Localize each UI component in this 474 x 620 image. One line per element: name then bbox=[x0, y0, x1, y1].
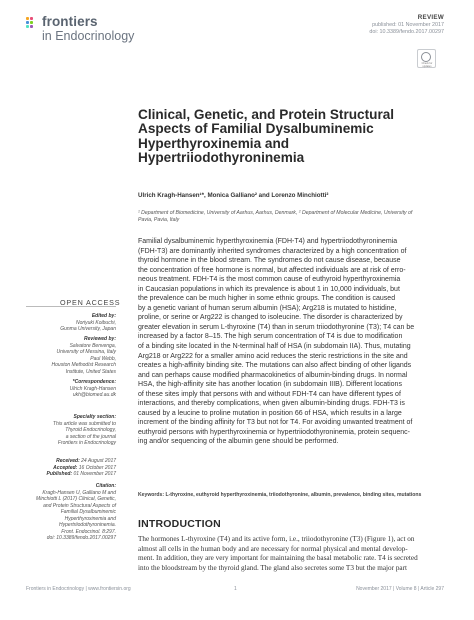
edited-by bbox=[26, 313, 116, 333]
reviewer-line: University of Messina, Italy bbox=[56, 349, 116, 355]
reviewer-line: Paul Webb, bbox=[90, 355, 116, 362]
abstract-line: Familial dysalbuminemic hyperthyroxinemia (FDH-T4) and hypertriiodothyroninemia bbox=[138, 238, 398, 245]
body-text bbox=[138, 535, 443, 573]
journal-name: in Endocrinology bbox=[42, 29, 135, 43]
affiliation-line: Pavia, Pavia, Italy bbox=[138, 217, 180, 223]
doi[interactable]: doi: 10.3389/fendo.2017.00297 bbox=[369, 29, 444, 35]
abstract-line: thyroid hormone in the blood stream. The syndromes do not cause disease, because bbox=[138, 257, 401, 265]
reviewer-line: Institute, United States bbox=[65, 368, 116, 375]
dates bbox=[26, 458, 116, 478]
reviewed-by-label: Reviewed by: bbox=[84, 336, 116, 342]
open-access-label: OPEN ACCESS bbox=[60, 298, 121, 307]
abstract-line: HSA, the high-affinity site has another location (in subdomain IIIB). Different locations bbox=[138, 381, 402, 389]
abstract-line: proline, or serine or Arg222 is changed to isoleucine. The disorder is characterized by bbox=[138, 314, 403, 322]
citation-line: Familial Dysalbuminemic bbox=[60, 509, 116, 515]
editor-affiliation: Gunma University, Japan bbox=[60, 326, 116, 332]
abstract-line: Arg218 or Arg222 for a smaller amino acid reduces the steric restrictions in the site and bbox=[138, 352, 408, 360]
abstract-line: of these sites imply that persons with and without FDH-T4 can have different types of bbox=[138, 390, 401, 398]
frontiers-logo-icon bbox=[26, 17, 38, 33]
citation bbox=[26, 483, 116, 542]
specialty-line: Frontiers in Endocrinology bbox=[57, 440, 116, 446]
citation-line: Front. Endocrinol. 8:297. bbox=[61, 528, 116, 535]
citation-line: Hypertriiodothyroninemia. bbox=[59, 522, 116, 528]
authors: Ulrich Kragh-Hansen¹*, Monica Galliano² and Lorenzo Minchiotti² bbox=[138, 192, 329, 199]
reviewer-line: Houston Methodist Research bbox=[51, 362, 116, 368]
keywords-list: L-thyroxine, euthyroid hyperthyroxinemia, triiodothyronine, albumin, prevalence, binding sites, mutations bbox=[165, 492, 422, 498]
citation-line: Hyperthyroxinemia and bbox=[64, 515, 116, 522]
abstract-line: of a binding site located in the N-terminal half of HSA (in subdomain IIA). Thus, mutating bbox=[138, 343, 411, 351]
published-date-side: 01 November 2017 bbox=[73, 471, 116, 477]
abstract-line: by a genetic variant of human serum albumin (HSA); Arg218 is mutated to histidine, bbox=[138, 304, 397, 312]
body-line: The hormones L-thyroxine (T4) and its active form, i.e., triiodothyronine (T3) (Figure 1), act on bbox=[138, 535, 415, 543]
citation-line: and Protein Structural Aspects of bbox=[43, 502, 116, 509]
specialty-label: Specialty section: bbox=[73, 414, 116, 420]
body-line: almost all cells in the human body and are necessary for normal physical and mental develop- bbox=[138, 544, 408, 553]
abstract-line: neous treatment. FDH-T4 is the most common cause of euthyroid hyperthyroxinemia bbox=[138, 276, 401, 284]
specialty-section bbox=[26, 414, 116, 447]
received-date: 24 August 2017 bbox=[81, 458, 116, 464]
correspondent-name: Ulrich Kragh-Hansen bbox=[69, 385, 116, 392]
journal-brand: frontiers bbox=[42, 14, 98, 29]
citation-label: Citation: bbox=[95, 483, 116, 489]
abstract-line: (FDH-T3) are dominantly inherited syndromes characterized by a high concentration of bbox=[138, 247, 407, 255]
citation-line: Minchiotti L (2017) Clinical, Genetic, bbox=[36, 496, 116, 502]
abstract-line: in Caucasian populations in which its prevalence is about 1 in 10,000 individuals, but bbox=[138, 285, 400, 293]
abstract-line: caused by a leucine to proline mutation in position 66 of HSA, which results in a large bbox=[138, 409, 402, 417]
keywords bbox=[138, 492, 443, 499]
correspondence-label: *Correspondence: bbox=[72, 379, 116, 385]
specialty-line: a section of the journal bbox=[65, 433, 116, 440]
article-type: REVIEW bbox=[417, 14, 444, 21]
check-for-updates-button[interactable] bbox=[417, 49, 436, 68]
reviewed-by bbox=[26, 336, 116, 375]
published-label: Published: bbox=[46, 471, 73, 477]
body-line: ment. In addition, they are very important for maintaining the basal metabolic rate. T4 is secreted bbox=[138, 554, 418, 562]
abstract-line: increased by a factor 8–15. The high serum concentration of T4 is due to modification bbox=[138, 333, 403, 341]
reviewer-line: Salvatore Benvenga, bbox=[69, 342, 116, 349]
accepted-label: Accepted: bbox=[53, 464, 78, 471]
editor-name: Noriyuki Koibuchi, bbox=[75, 319, 116, 326]
divider bbox=[26, 306, 116, 307]
abstract-line: ing and/or sequencing of the albumin gene should be performed. bbox=[138, 438, 339, 446]
specialty-line: This article was submitted to bbox=[52, 420, 116, 427]
article-title: Clinical, Genetic, and Protein Structural Aspects of Familial Dysalbuminemic Hyperthyroxinemia and Hypertriiodothyroninemia bbox=[138, 107, 395, 166]
footer-page-number: 1 bbox=[234, 586, 237, 592]
edited-by-label: Edited by: bbox=[91, 313, 116, 319]
abstract-line: creates a high-affinity binding site. The mutations can also affect binding of other ligands bbox=[138, 362, 412, 370]
abstract-line: the concentration of free hormone is normal, but affected individuals are at risk of erro- bbox=[138, 266, 406, 274]
abstract bbox=[138, 237, 443, 447]
footer-journal[interactable]: Frontiers in Endocrinology | www.frontiersin.org bbox=[26, 586, 131, 592]
section-heading: INTRODUCTION bbox=[138, 518, 221, 530]
refresh-icon bbox=[421, 52, 431, 62]
abstract-line: interactions, and thereby complications, when given albumin-binding drugs. FDH-T3 is bbox=[138, 400, 405, 408]
keywords-label: Keywords: bbox=[138, 492, 165, 498]
citation-line[interactable]: doi: 10.3389/fendo.2017.00297 bbox=[46, 535, 116, 541]
correspondent-email[interactable]: ukh@biomed.au.dk bbox=[72, 392, 116, 398]
affiliation-line: ¹ Department of Biomedicine, University of Aarhus, Aarhus, Denmark, ² Department of Molecular Medicine, University of bbox=[138, 210, 413, 216]
accepted-date: 16 October 2017 bbox=[78, 464, 116, 471]
abstract-line: the prevalence can be much higher in some ethnic groups. The condition is caused bbox=[138, 295, 396, 303]
abstract-line: greater elevation in serum L-thyroxine (T4) than in serum triiodothyronine (T3); T4 can be bbox=[138, 323, 415, 331]
check-updates-label: Check for updates bbox=[421, 61, 433, 68]
published-date: published: 01 November 2017 bbox=[372, 22, 444, 28]
received-label: Received: bbox=[56, 458, 80, 464]
footer-issue: November 2017 | Volume 8 | Article 297 bbox=[356, 586, 444, 592]
abstract-line: and can perhaps cause modified pharmacokinetics of albumin-binding drugs. In normal bbox=[138, 371, 408, 379]
specialty-line: Thyroid Endocrinology, bbox=[65, 427, 116, 433]
body-line: into the bloodstream by the thyroid gland. The gland also secretes some T3 but the major part bbox=[138, 563, 408, 572]
correspondence bbox=[26, 379, 116, 399]
citation-line: Kragh-Hansen U, Galliano M and bbox=[42, 489, 116, 496]
abstract-line: euthyroid persons with hyperthyroxinemia or hypertriiodothyroninemia, protein sequenc- bbox=[138, 428, 410, 436]
abstract-line: increment of the binding affinity for T3 but not for T4. For avoiding unwanted treatment of bbox=[138, 419, 413, 427]
